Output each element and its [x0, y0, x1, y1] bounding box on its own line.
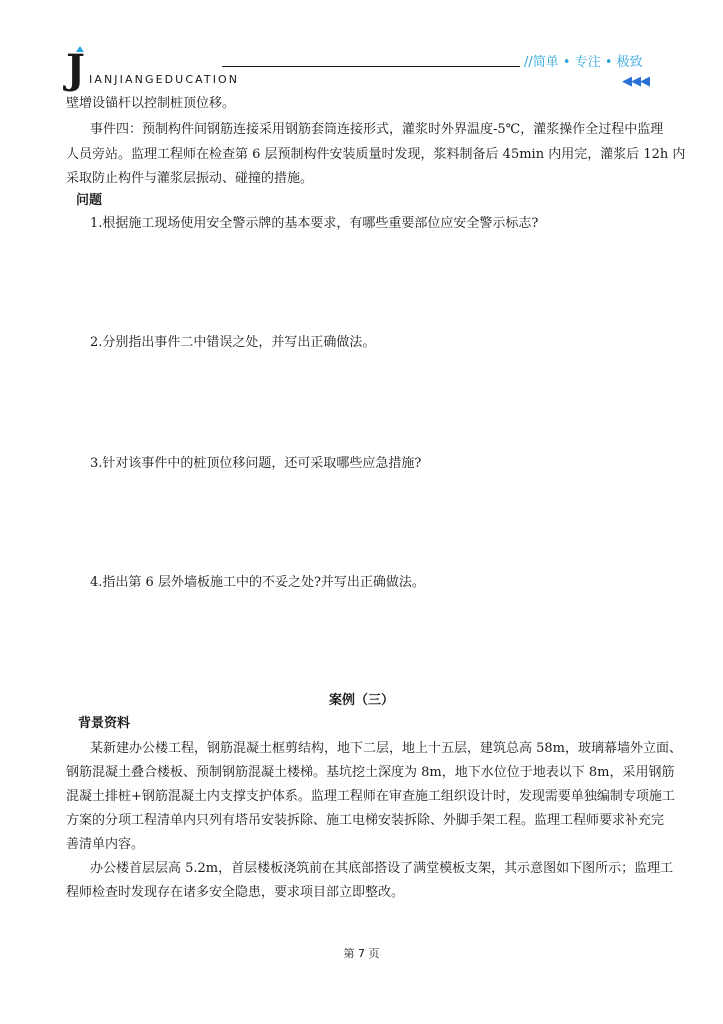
background-line: 某新建办公楼工程，钢筋混凝土框剪结构，地下二层，地上十五层，建筑总高 58m，玻璃幕墙外立面、: [90, 741, 683, 756]
question-3: 3.针对该事件中的桩顶位移问题，还可采取哪些应急措施?: [90, 456, 422, 471]
header-slogan: //简单 • 专注 • 极致: [524, 55, 643, 70]
background-line: 善清单内容。: [66, 837, 145, 852]
paragraph-line: 壁增设锚杆以控制桩顶位移。: [66, 96, 236, 111]
questions-heading: 问题: [76, 193, 103, 208]
background-line: 程师检查时发现存在诸多安全隐患，要求项目部立即整改。: [66, 885, 405, 900]
event4-line: 人员旁站。监理工程师在检查第 6 层预制构件安装质量时发现，浆料制备后 45min 内用完，灌浆后 12h 内: [66, 147, 686, 162]
background-line: 混凝土排桩+钢筋混凝土内支撑支护体系。监理工程师在审查施工组织设计时，发现需要单独编制专项施工: [66, 789, 675, 804]
event4-line: 采取防止构件与灌浆层振动、碰撞的措施。: [66, 171, 314, 186]
triple-arrow-icon: ◀◀◀: [622, 74, 649, 89]
background-line: 方案的分项工程清单内只列有塔吊安装拆除、施工电梯安装拆除、外脚手架工程。监理工程师要求补充完: [66, 813, 665, 828]
logo-text: IANJIANGEDUCATION: [89, 73, 240, 86]
background-heading: 背景资料: [78, 716, 131, 731]
question-2: 2.分别指出事件二中错误之处，并写出正确做法。: [90, 335, 376, 350]
case-title: 案例（三）: [328, 693, 394, 708]
background-line: 办公楼首层层高 5.2m，首层楼板浇筑前在其底部搭设了满堂模板支架，其示意图如下图所示；监理工: [90, 861, 674, 876]
logo-letter: J: [66, 46, 85, 93]
page-number: 第 7 页: [343, 947, 380, 960]
question-1: 1.根据施工现场使用安全警示牌的基本要求，有哪些重要部位应安全警示标志?: [90, 216, 539, 231]
header-divider: [222, 66, 520, 67]
background-line: 钢筋混凝土叠合楼板、预制钢筋混凝土楼梯。基坑挖土深度为 8m，地下水位位于地表以下 8m，采用钢筋: [66, 765, 675, 780]
question-4: 4.指出第 6 层外墙板施工中的不妥之处?并写出正确做法。: [90, 575, 425, 590]
event4-line: 事件四：预制构件间钢筋连接采用钢筋套筒连接形式，灌浆时外界温度-5℃，灌浆操作全过程中监理: [90, 122, 664, 137]
